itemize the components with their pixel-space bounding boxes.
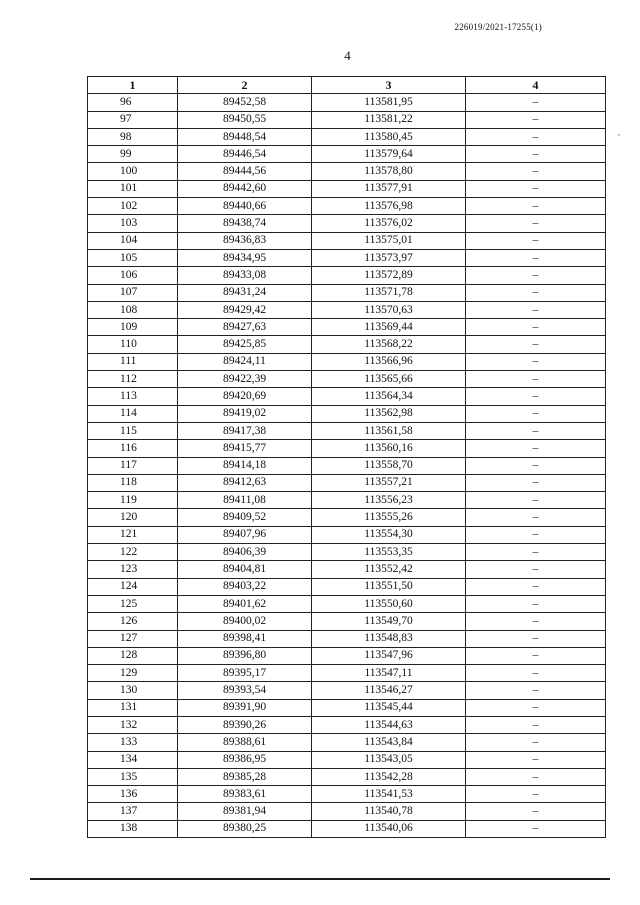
x-coordinate-cell: 89424,11	[178, 353, 312, 370]
point-number-cell: 128	[88, 647, 178, 664]
remark-cell: –	[466, 820, 606, 837]
point-number-cell: 105	[88, 249, 178, 266]
remark-cell: –	[466, 595, 606, 612]
x-coordinate-cell: 89404,81	[178, 561, 312, 578]
point-number-cell: 106	[88, 267, 178, 284]
x-coordinate-cell: 89415,77	[178, 440, 312, 457]
point-number-cell: 122	[88, 544, 178, 561]
y-coordinate-cell: 113561,58	[312, 422, 466, 439]
table-row	[88, 284, 606, 301]
table-header-row	[88, 77, 606, 94]
remark-cell: –	[466, 111, 606, 128]
remark-cell: –	[466, 163, 606, 180]
document-id: 226019/2021-17255(1)	[454, 22, 542, 32]
y-coordinate-cell: 113564,34	[312, 388, 466, 405]
remark-cell: –	[466, 301, 606, 318]
point-number-cell: 127	[88, 630, 178, 647]
x-coordinate-cell: 89393,54	[178, 682, 312, 699]
page-number: 4	[344, 48, 351, 63]
remark-cell: –	[466, 457, 606, 474]
table-row	[88, 751, 606, 768]
point-number-cell: 131	[88, 699, 178, 716]
x-coordinate-cell: 89444,56	[178, 163, 312, 180]
point-number-cell: 101	[88, 180, 178, 197]
table-row	[88, 301, 606, 318]
table-row	[88, 699, 606, 716]
point-number-cell: 111	[88, 353, 178, 370]
y-coordinate-cell: 113570,63	[312, 301, 466, 318]
remark-cell: –	[466, 267, 606, 284]
table-row	[88, 820, 606, 837]
remark-cell: –	[466, 180, 606, 197]
y-coordinate-cell: 113571,78	[312, 284, 466, 301]
remark-cell: –	[466, 613, 606, 630]
remark-cell: –	[466, 474, 606, 491]
x-coordinate-cell: 89403,22	[178, 578, 312, 595]
point-number-cell: 123	[88, 561, 178, 578]
point-number-cell: 100	[88, 163, 178, 180]
point-number-cell: 113	[88, 388, 178, 405]
x-coordinate-cell: 89398,41	[178, 630, 312, 647]
remark-cell: –	[466, 388, 606, 405]
x-coordinate-cell: 89391,90	[178, 699, 312, 716]
table-row	[88, 578, 606, 595]
table-row	[88, 803, 606, 820]
point-number-cell: 99	[88, 146, 178, 163]
table-row	[88, 388, 606, 405]
y-coordinate-cell: 113575,01	[312, 232, 466, 249]
point-number-cell: 98	[88, 128, 178, 145]
y-coordinate-cell: 113562,98	[312, 405, 466, 422]
y-coordinate-cell: 113581,22	[312, 111, 466, 128]
point-number-cell: 124	[88, 578, 178, 595]
x-coordinate-cell: 89446,54	[178, 146, 312, 163]
y-coordinate-cell: 113548,83	[312, 630, 466, 647]
y-coordinate-cell: 113552,42	[312, 561, 466, 578]
x-coordinate-cell: 89401,62	[178, 595, 312, 612]
remark-cell: –	[466, 768, 606, 785]
y-coordinate-cell: 113560,16	[312, 440, 466, 457]
remark-cell: –	[466, 716, 606, 733]
table-row	[88, 180, 606, 197]
remark-cell: –	[466, 94, 606, 111]
x-coordinate-cell: 89438,74	[178, 215, 312, 232]
x-coordinate-cell: 89385,28	[178, 768, 312, 785]
y-coordinate-cell: 113542,28	[312, 768, 466, 785]
table-row	[88, 128, 606, 145]
remark-cell: –	[466, 509, 606, 526]
point-number-cell: 126	[88, 613, 178, 630]
y-coordinate-cell: 113580,45	[312, 128, 466, 145]
remark-cell: –	[466, 440, 606, 457]
x-coordinate-cell: 89448,54	[178, 128, 312, 145]
table-row	[88, 474, 606, 491]
x-coordinate-cell: 89431,24	[178, 284, 312, 301]
y-coordinate-cell: 113540,78	[312, 803, 466, 820]
remark-cell: –	[466, 578, 606, 595]
point-number-cell: 110	[88, 336, 178, 353]
bottom-rule	[30, 878, 610, 880]
y-coordinate-cell: 113576,98	[312, 198, 466, 215]
table-row	[88, 422, 606, 439]
table-row	[88, 336, 606, 353]
point-number-cell: 133	[88, 734, 178, 751]
table-row	[88, 111, 606, 128]
y-coordinate-cell: 113545,44	[312, 699, 466, 716]
remark-cell: –	[466, 232, 606, 249]
point-number-cell: 112	[88, 371, 178, 388]
y-coordinate-cell: 113543,84	[312, 734, 466, 751]
x-coordinate-cell: 89427,63	[178, 319, 312, 336]
y-coordinate-cell: 113546,27	[312, 682, 466, 699]
table-row	[88, 613, 606, 630]
remark-cell: –	[466, 647, 606, 664]
remark-cell: –	[466, 215, 606, 232]
point-number-cell: 96	[88, 94, 178, 111]
point-number-cell: 121	[88, 526, 178, 543]
x-coordinate-cell: 89396,80	[178, 647, 312, 664]
table-row	[88, 249, 606, 266]
y-coordinate-cell: 113576,02	[312, 215, 466, 232]
table-row	[88, 146, 606, 163]
remark-cell: –	[466, 544, 606, 561]
remark-cell: –	[466, 405, 606, 422]
point-number-cell: 136	[88, 786, 178, 803]
y-coordinate-cell: 113572,89	[312, 267, 466, 284]
x-coordinate-cell: 89409,52	[178, 509, 312, 526]
table-row	[88, 405, 606, 422]
remark-cell: –	[466, 422, 606, 439]
table-row	[88, 492, 606, 509]
table-row	[88, 94, 606, 111]
y-coordinate-cell: 113568,22	[312, 336, 466, 353]
point-number-cell: 102	[88, 198, 178, 215]
point-number-cell: 109	[88, 319, 178, 336]
table-row	[88, 716, 606, 733]
point-number-cell: 116	[88, 440, 178, 457]
remark-cell: –	[466, 249, 606, 266]
point-number-cell: 119	[88, 492, 178, 509]
table-row	[88, 682, 606, 699]
x-coordinate-cell: 89419,02	[178, 405, 312, 422]
point-number-cell: 135	[88, 768, 178, 785]
y-coordinate-cell: 113565,66	[312, 371, 466, 388]
table-row	[88, 319, 606, 336]
point-number-cell: 118	[88, 474, 178, 491]
table-row	[88, 267, 606, 284]
point-number-cell: 125	[88, 595, 178, 612]
y-coordinate-cell: 113557,21	[312, 474, 466, 491]
x-coordinate-cell: 89450,55	[178, 111, 312, 128]
y-coordinate-cell: 113566,96	[312, 353, 466, 370]
table-row	[88, 509, 606, 526]
table-row	[88, 768, 606, 785]
table-row	[88, 353, 606, 370]
table-row	[88, 734, 606, 751]
point-number-cell: 129	[88, 665, 178, 682]
y-coordinate-cell: 113581,95	[312, 94, 466, 111]
remark-cell: –	[466, 630, 606, 647]
point-number-cell: 114	[88, 405, 178, 422]
point-number-cell: 134	[88, 751, 178, 768]
x-coordinate-cell: 89420,69	[178, 388, 312, 405]
remark-cell: –	[466, 526, 606, 543]
y-coordinate-cell: 113579,64	[312, 146, 466, 163]
x-coordinate-cell: 89406,39	[178, 544, 312, 561]
table-row	[88, 647, 606, 664]
x-coordinate-cell: 89434,95	[178, 249, 312, 266]
x-coordinate-cell: 89383,61	[178, 786, 312, 803]
y-coordinate-cell: 113573,97	[312, 249, 466, 266]
point-number-cell: 132	[88, 716, 178, 733]
x-coordinate-cell: 89429,42	[178, 301, 312, 318]
x-coordinate-cell: 89386,95	[178, 751, 312, 768]
column-header-2: 2	[178, 77, 312, 94]
point-number-cell: 117	[88, 457, 178, 474]
remark-cell: –	[466, 146, 606, 163]
x-coordinate-cell: 89407,96	[178, 526, 312, 543]
table-row	[88, 163, 606, 180]
coordinates-table	[87, 76, 606, 838]
x-coordinate-cell: 89380,25	[178, 820, 312, 837]
table-row	[88, 457, 606, 474]
x-coordinate-cell: 89442,60	[178, 180, 312, 197]
point-number-cell: 137	[88, 803, 178, 820]
x-coordinate-cell: 89452,58	[178, 94, 312, 111]
table-row	[88, 595, 606, 612]
x-coordinate-cell: 89390,26	[178, 716, 312, 733]
table-row	[88, 526, 606, 543]
table-row	[88, 232, 606, 249]
x-coordinate-cell: 89381,94	[178, 803, 312, 820]
y-coordinate-cell: 113551,50	[312, 578, 466, 595]
remark-cell: –	[466, 682, 606, 699]
x-coordinate-cell: 89395,17	[178, 665, 312, 682]
remark-cell: –	[466, 803, 606, 820]
y-coordinate-cell: 113556,23	[312, 492, 466, 509]
table-row	[88, 371, 606, 388]
remark-cell: –	[466, 699, 606, 716]
y-coordinate-cell: 113577,91	[312, 180, 466, 197]
y-coordinate-cell: 113550,60	[312, 595, 466, 612]
x-coordinate-cell: 89412,63	[178, 474, 312, 491]
y-coordinate-cell: 113558,70	[312, 457, 466, 474]
remark-cell: –	[466, 734, 606, 751]
x-coordinate-cell: 89425,85	[178, 336, 312, 353]
remark-cell: –	[466, 353, 606, 370]
y-coordinate-cell: 113553,35	[312, 544, 466, 561]
y-coordinate-cell: 113554,30	[312, 526, 466, 543]
column-header-4: 4	[466, 77, 606, 94]
point-number-cell: 120	[88, 509, 178, 526]
remark-cell: –	[466, 751, 606, 768]
y-coordinate-cell: 113569,44	[312, 319, 466, 336]
column-header-3: 3	[312, 77, 466, 94]
y-coordinate-cell: 113540,06	[312, 820, 466, 837]
table-row	[88, 544, 606, 561]
table-row	[88, 440, 606, 457]
y-coordinate-cell: 113578,80	[312, 163, 466, 180]
x-coordinate-cell: 89417,38	[178, 422, 312, 439]
table-row	[88, 630, 606, 647]
point-number-cell: 138	[88, 820, 178, 837]
table-row	[88, 665, 606, 682]
point-number-cell: 97	[88, 111, 178, 128]
remark-cell: –	[466, 128, 606, 145]
x-coordinate-cell: 89414,18	[178, 457, 312, 474]
table-row	[88, 198, 606, 215]
y-coordinate-cell: 113544,63	[312, 716, 466, 733]
scan-mark: ,	[618, 128, 620, 137]
point-number-cell: 108	[88, 301, 178, 318]
remark-cell: –	[466, 561, 606, 578]
remark-cell: –	[466, 319, 606, 336]
x-coordinate-cell: 89400,02	[178, 613, 312, 630]
remark-cell: –	[466, 284, 606, 301]
point-number-cell: 104	[88, 232, 178, 249]
remark-cell: –	[466, 371, 606, 388]
column-header-1: 1	[88, 77, 178, 94]
x-coordinate-cell: 89411,08	[178, 492, 312, 509]
y-coordinate-cell: 113547,11	[312, 665, 466, 682]
x-coordinate-cell: 89388,61	[178, 734, 312, 751]
point-number-cell: 107	[88, 284, 178, 301]
y-coordinate-cell: 113543,05	[312, 751, 466, 768]
y-coordinate-cell: 113541,53	[312, 786, 466, 803]
y-coordinate-cell: 113549,70	[312, 613, 466, 630]
x-coordinate-cell: 89433,08	[178, 267, 312, 284]
table-row	[88, 215, 606, 232]
point-number-cell: 130	[88, 682, 178, 699]
remark-cell: –	[466, 336, 606, 353]
y-coordinate-cell: 113555,26	[312, 509, 466, 526]
point-number-cell: 115	[88, 422, 178, 439]
table-row	[88, 786, 606, 803]
x-coordinate-cell: 89440,66	[178, 198, 312, 215]
y-coordinate-cell: 113547,96	[312, 647, 466, 664]
remark-cell: –	[466, 492, 606, 509]
table-row	[88, 561, 606, 578]
x-coordinate-cell: 89422,39	[178, 371, 312, 388]
point-number-cell: 103	[88, 215, 178, 232]
x-coordinate-cell: 89436,83	[178, 232, 312, 249]
remark-cell: –	[466, 786, 606, 803]
remark-cell: –	[466, 198, 606, 215]
remark-cell: –	[466, 665, 606, 682]
